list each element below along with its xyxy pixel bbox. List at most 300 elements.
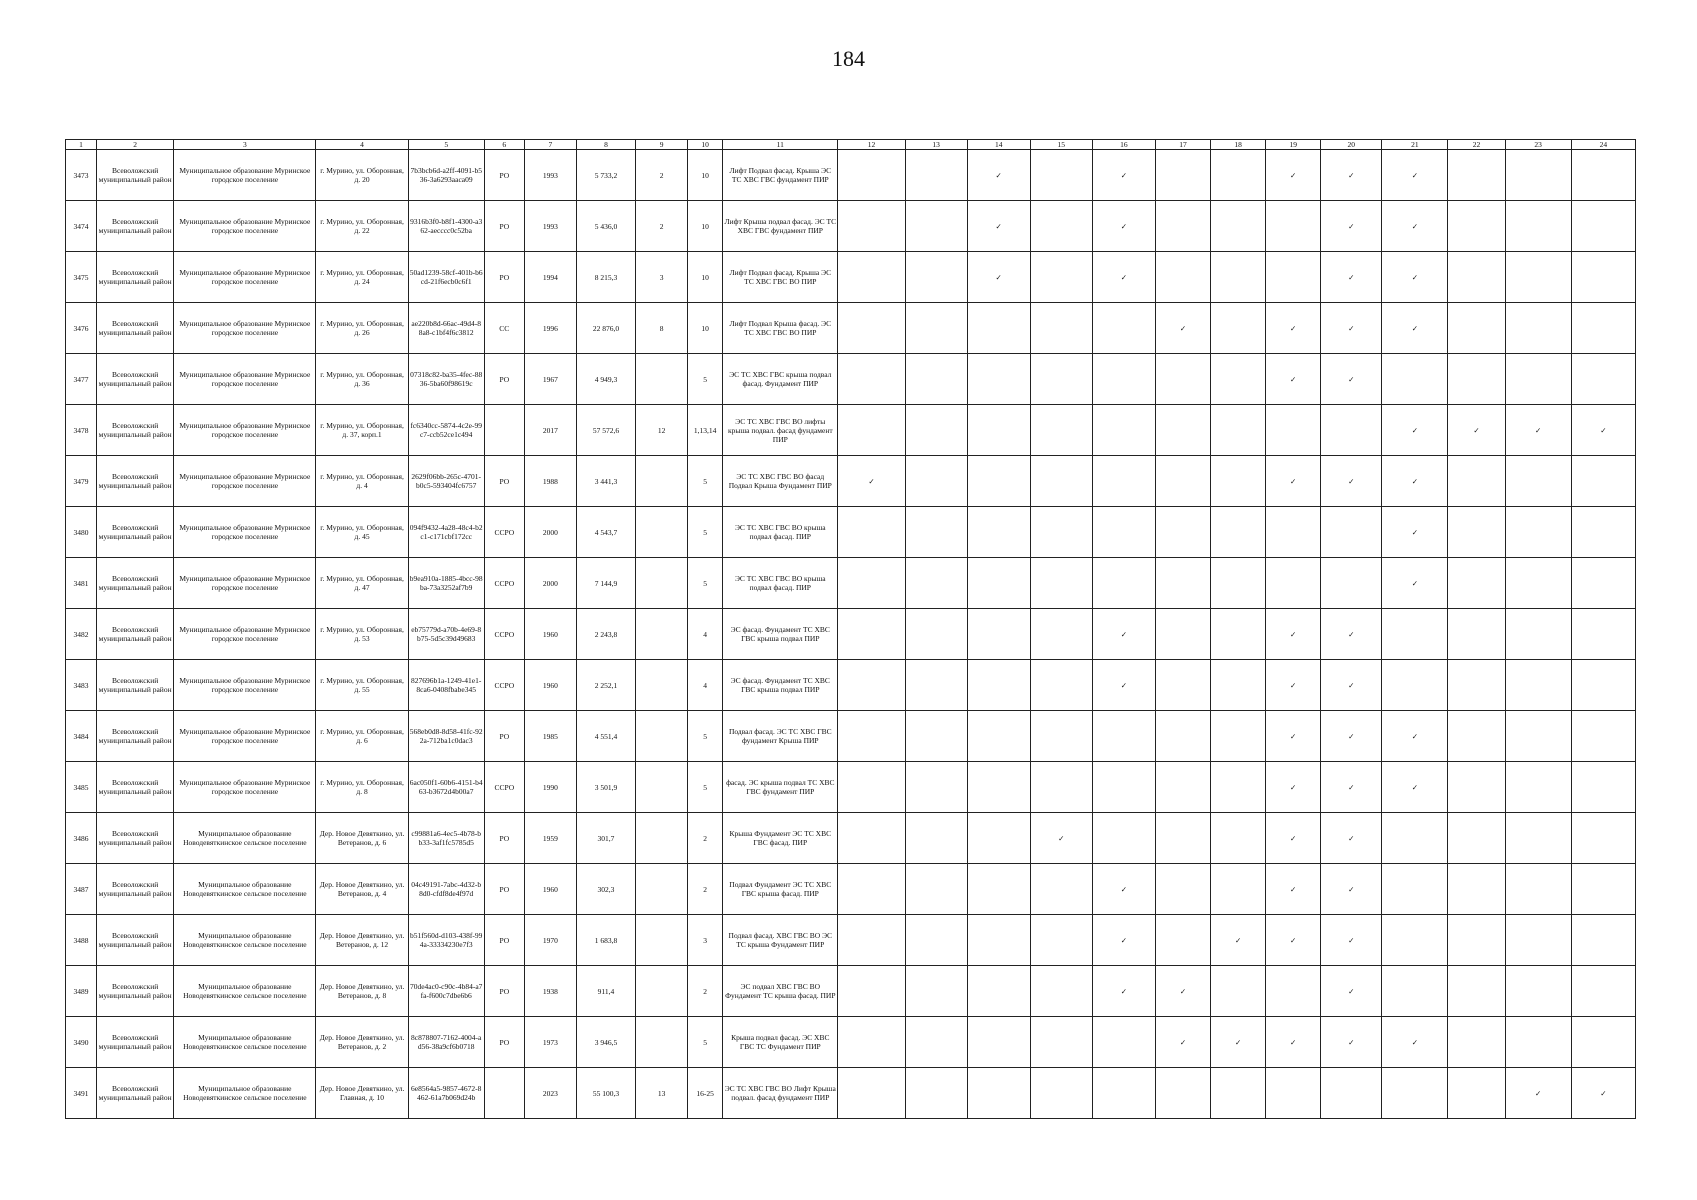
- address-cell: Дер. Новое Девяткино, ул. Ветеранов, д. 6: [316, 813, 408, 864]
- empty-cell: [1571, 558, 1635, 609]
- year-cell: 1993: [524, 201, 576, 252]
- column-number-13: 13: [905, 140, 967, 150]
- row-number: 3485: [66, 762, 97, 813]
- check-mark-icon: ✓: [1321, 354, 1382, 405]
- floors-cell: 5: [688, 762, 723, 813]
- empty-cell: [1155, 558, 1210, 609]
- empty-cell: [1155, 507, 1210, 558]
- row-number: 3473: [66, 150, 97, 201]
- empty-cell: [838, 1017, 905, 1068]
- year-cell: 1993: [524, 150, 576, 201]
- check-mark-icon: ✓: [1448, 405, 1505, 456]
- address-cell: г. Мурино, ул. Оборонная, д. 22: [316, 201, 408, 252]
- check-mark-icon: ✓: [1382, 456, 1448, 507]
- column-number-8: 8: [576, 140, 635, 150]
- table-row: [66, 711, 1636, 762]
- empty-cell: [1211, 303, 1266, 354]
- address-cell: г. Мурино, ул. Оборонная, д. 26: [316, 303, 408, 354]
- municipality-cell: Муниципальное образование Муринское городское поселение: [174, 252, 316, 303]
- table-body: [66, 150, 1636, 1119]
- address-cell: г. Мурино, ул. Оборонная, д. 55: [316, 660, 408, 711]
- empty-cell: [1571, 711, 1635, 762]
- empty-cell: [1505, 864, 1571, 915]
- entrances-cell: 12: [636, 405, 688, 456]
- empty-cell: [1505, 966, 1571, 1017]
- floors-cell: 1,13,14: [688, 405, 723, 456]
- works-cell: Подвал фасад. ХВС ГВС ВО ЭС ТС крыша Фундамент ПИР: [723, 915, 838, 966]
- district-cell: Всеволожский муниципальный район: [97, 864, 174, 915]
- check-mark-icon: ✓: [1092, 150, 1155, 201]
- table-row: [66, 864, 1636, 915]
- works-cell: Крыша подвал фасад. ЭС ХВС ГВС ТС Фундамент ПИР: [723, 1017, 838, 1068]
- empty-cell: [967, 609, 1030, 660]
- address-cell: г. Мурино, ул. Оборонная, д. 6: [316, 711, 408, 762]
- ownership-type-cell: ССРО: [484, 762, 524, 813]
- empty-cell: [1211, 711, 1266, 762]
- row-number: 3484: [66, 711, 97, 762]
- column-number-19: 19: [1266, 140, 1321, 150]
- check-mark-icon: ✓: [1266, 864, 1321, 915]
- empty-cell: [1448, 609, 1505, 660]
- table-row: [66, 813, 1636, 864]
- works-cell: ЭС фасад. Фундамент ТС ХВС ГВС крыша подвал ПИР: [723, 609, 838, 660]
- area-cell: 302,3: [576, 864, 635, 915]
- district-cell: Всеволожский муниципальный район: [97, 252, 174, 303]
- table-row: [66, 507, 1636, 558]
- works-cell: ЭС ТС ХВС ГВС ВО фасад Подвал Крыша Фундамент ПИР: [723, 456, 838, 507]
- district-cell: Всеволожский муниципальный район: [97, 558, 174, 609]
- table-row: [66, 1017, 1636, 1068]
- table-row: [66, 558, 1636, 609]
- floors-cell: 4: [688, 609, 723, 660]
- empty-cell: [1266, 507, 1321, 558]
- entrances-cell: 2: [636, 150, 688, 201]
- address-cell: г. Мурино, ул. Оборонная, д. 37, корп.1: [316, 405, 408, 456]
- guid-cell: 568eb0d8-8d58-41fc-922a-712ba1c0dac3: [408, 711, 484, 762]
- empty-cell: [1382, 915, 1448, 966]
- empty-cell: [1448, 354, 1505, 405]
- area-cell: 1 683,8: [576, 915, 635, 966]
- district-cell: Всеволожский муниципальный район: [97, 609, 174, 660]
- empty-cell: [1211, 507, 1266, 558]
- area-cell: 301,7: [576, 813, 635, 864]
- works-cell: ЭС ТС ХВС ГВС ВО Лифт Крыша подвал. фасад фундамент ПИР: [723, 1068, 838, 1119]
- district-cell: Всеволожский муниципальный район: [97, 966, 174, 1017]
- row-number: 3486: [66, 813, 97, 864]
- floors-cell: 4: [688, 660, 723, 711]
- row-number: 3477: [66, 354, 97, 405]
- empty-cell: [1155, 915, 1210, 966]
- empty-cell: [1571, 915, 1635, 966]
- column-number-4: 4: [316, 140, 408, 150]
- district-cell: Всеволожский муниципальный район: [97, 660, 174, 711]
- empty-cell: [967, 813, 1030, 864]
- check-mark-icon: ✓: [1092, 201, 1155, 252]
- empty-cell: [1266, 405, 1321, 456]
- ownership-type-cell: РО: [484, 915, 524, 966]
- empty-cell: [1448, 711, 1505, 762]
- empty-cell: [905, 1017, 967, 1068]
- column-number-17: 17: [1155, 140, 1210, 150]
- year-cell: 2023: [524, 1068, 576, 1119]
- year-cell: 2000: [524, 507, 576, 558]
- empty-cell: [1266, 558, 1321, 609]
- empty-cell: [1448, 1068, 1505, 1119]
- area-cell: 57 572,6: [576, 405, 635, 456]
- municipality-cell: Муниципальное образование Новодевяткинское сельское поселение: [174, 864, 316, 915]
- entrances-cell: 13: [636, 1068, 688, 1119]
- check-mark-icon: ✓: [1321, 966, 1382, 1017]
- municipality-cell: Муниципальное образование Новодевяткинское сельское поселение: [174, 966, 316, 1017]
- check-mark-icon: ✓: [1321, 711, 1382, 762]
- area-cell: 3 501,9: [576, 762, 635, 813]
- empty-cell: [1448, 558, 1505, 609]
- floors-cell: 10: [688, 150, 723, 201]
- table-row: [66, 966, 1636, 1017]
- empty-cell: [1155, 1068, 1210, 1119]
- empty-cell: [1155, 711, 1210, 762]
- empty-cell: [1211, 660, 1266, 711]
- area-cell: 3 946,5: [576, 1017, 635, 1068]
- area-cell: 4 543,7: [576, 507, 635, 558]
- empty-cell: [1030, 354, 1092, 405]
- entrances-cell: [636, 507, 688, 558]
- empty-cell: [1505, 201, 1571, 252]
- area-cell: 5 436,0: [576, 201, 635, 252]
- table-row: [66, 354, 1636, 405]
- column-number-16: 16: [1092, 140, 1155, 150]
- column-number-14: 14: [967, 140, 1030, 150]
- empty-cell: [967, 1068, 1030, 1119]
- row-number: 3490: [66, 1017, 97, 1068]
- empty-cell: [905, 864, 967, 915]
- empty-cell: [1571, 813, 1635, 864]
- check-mark-icon: ✓: [1382, 150, 1448, 201]
- ownership-type-cell: ССРО: [484, 660, 524, 711]
- empty-cell: [1505, 609, 1571, 660]
- ownership-type-cell: [484, 1068, 524, 1119]
- check-mark-icon: ✓: [1266, 711, 1321, 762]
- row-number: 3479: [66, 456, 97, 507]
- address-cell: г. Мурино, ул. Оборонная, д. 20: [316, 150, 408, 201]
- column-number-24: 24: [1571, 140, 1635, 150]
- year-cell: 1994: [524, 252, 576, 303]
- table-row: [66, 303, 1636, 354]
- entrances-cell: [636, 609, 688, 660]
- empty-cell: [1505, 507, 1571, 558]
- empty-cell: [1030, 201, 1092, 252]
- ownership-type-cell: РО: [484, 813, 524, 864]
- check-mark-icon: ✓: [1155, 303, 1210, 354]
- table-row: [66, 915, 1636, 966]
- municipality-cell: Муниципальное образование Муринское городское поселение: [174, 456, 316, 507]
- empty-cell: [967, 456, 1030, 507]
- ownership-type-cell: РО: [484, 354, 524, 405]
- empty-cell: [1321, 558, 1382, 609]
- empty-cell: [1382, 966, 1448, 1017]
- empty-cell: [1382, 813, 1448, 864]
- guid-cell: c99881a6-4ec5-4b78-bb33-3af1fc5785d5: [408, 813, 484, 864]
- check-mark-icon: ✓: [1092, 609, 1155, 660]
- empty-cell: [1448, 660, 1505, 711]
- works-cell: Подвал Фундамент ЭС ТС ХВС ГВС крыша фасад. ПИР: [723, 864, 838, 915]
- empty-cell: [905, 966, 967, 1017]
- empty-cell: [1030, 303, 1092, 354]
- guid-cell: 8c878807-7162-4004-ad56-38a9cf6b0718: [408, 1017, 484, 1068]
- table-row: [66, 660, 1636, 711]
- entrances-cell: [636, 915, 688, 966]
- empty-cell: [1448, 813, 1505, 864]
- check-mark-icon: ✓: [1266, 915, 1321, 966]
- empty-cell: [1092, 762, 1155, 813]
- guid-cell: 6e8564a5-9857-4672-8462-61a7b069d24b: [408, 1068, 484, 1119]
- column-number-1: 1: [66, 140, 97, 150]
- check-mark-icon: ✓: [1571, 405, 1635, 456]
- year-cell: 1973: [524, 1017, 576, 1068]
- empty-cell: [1321, 507, 1382, 558]
- guid-cell: 6ac050f1-60b6-4151-b463-b3672d4b00a7: [408, 762, 484, 813]
- empty-cell: [1030, 456, 1092, 507]
- floors-cell: 5: [688, 456, 723, 507]
- empty-cell: [1155, 252, 1210, 303]
- check-mark-icon: ✓: [1092, 252, 1155, 303]
- empty-cell: [1211, 405, 1266, 456]
- ownership-type-cell: ССРО: [484, 609, 524, 660]
- empty-cell: [1448, 150, 1505, 201]
- empty-cell: [838, 252, 905, 303]
- empty-cell: [1266, 252, 1321, 303]
- row-number: 3482: [66, 609, 97, 660]
- empty-cell: [905, 201, 967, 252]
- check-mark-icon: ✓: [1211, 1017, 1266, 1068]
- column-number-18: 18: [1211, 140, 1266, 150]
- column-number-22: 22: [1448, 140, 1505, 150]
- entrances-cell: [636, 864, 688, 915]
- district-cell: Всеволожский муниципальный район: [97, 813, 174, 864]
- area-cell: 911,4: [576, 966, 635, 1017]
- empty-cell: [1092, 507, 1155, 558]
- empty-cell: [1211, 864, 1266, 915]
- empty-cell: [1155, 813, 1210, 864]
- check-mark-icon: ✓: [1092, 966, 1155, 1017]
- empty-cell: [1155, 201, 1210, 252]
- guid-cell: fc6340cc-5874-4c2e-99c7-ccb52ce1c494: [408, 405, 484, 456]
- floors-cell: 2: [688, 813, 723, 864]
- empty-cell: [1211, 1068, 1266, 1119]
- entrances-cell: 8: [636, 303, 688, 354]
- empty-cell: [838, 609, 905, 660]
- empty-cell: [1030, 864, 1092, 915]
- empty-cell: [967, 864, 1030, 915]
- check-mark-icon: ✓: [1321, 252, 1382, 303]
- district-cell: Всеволожский муниципальный район: [97, 303, 174, 354]
- empty-cell: [1211, 966, 1266, 1017]
- empty-cell: [905, 762, 967, 813]
- entrances-cell: [636, 813, 688, 864]
- empty-cell: [967, 1017, 1030, 1068]
- empty-cell: [1092, 405, 1155, 456]
- empty-cell: [1571, 150, 1635, 201]
- check-mark-icon: ✓: [1382, 252, 1448, 303]
- empty-cell: [1382, 609, 1448, 660]
- floors-cell: 2: [688, 966, 723, 1017]
- empty-cell: [838, 150, 905, 201]
- housing-register-table: [65, 139, 1636, 1119]
- check-mark-icon: ✓: [1571, 1068, 1635, 1119]
- empty-cell: [838, 405, 905, 456]
- table-row: [66, 762, 1636, 813]
- row-number: 3487: [66, 864, 97, 915]
- empty-cell: [1321, 405, 1382, 456]
- district-cell: Всеволожский муниципальный район: [97, 507, 174, 558]
- empty-cell: [905, 558, 967, 609]
- empty-cell: [1030, 1068, 1092, 1119]
- works-cell: ЭС фасад. Фундамент ТС ХВС ГВС крыша подвал ПИР: [723, 660, 838, 711]
- empty-cell: [838, 813, 905, 864]
- works-cell: Крыша Фундамент ЭС ТС ХВС ГВС фасад. ПИР: [723, 813, 838, 864]
- works-cell: Лифт Подвал фасад. Крыша ЭС ТС ХВС ГВС фундамент ПИР: [723, 150, 838, 201]
- check-mark-icon: ✓: [1321, 1017, 1382, 1068]
- check-mark-icon: ✓: [1382, 507, 1448, 558]
- check-mark-icon: ✓: [1266, 303, 1321, 354]
- district-cell: Всеволожский муниципальный район: [97, 915, 174, 966]
- check-mark-icon: ✓: [1382, 303, 1448, 354]
- district-cell: Всеволожский муниципальный район: [97, 201, 174, 252]
- address-cell: г. Мурино, ул. Оборонная, д. 24: [316, 252, 408, 303]
- address-cell: Дер. Новое Девяткино, ул. Ветеранов, д. 2: [316, 1017, 408, 1068]
- empty-cell: [967, 660, 1030, 711]
- empty-cell: [1092, 303, 1155, 354]
- empty-cell: [1155, 150, 1210, 201]
- check-mark-icon: ✓: [1266, 1017, 1321, 1068]
- floors-cell: 5: [688, 558, 723, 609]
- empty-cell: [1211, 762, 1266, 813]
- works-cell: Лифт Подвал Крыша фасад. ЭС ТС ХВС ГВС ВО ПИР: [723, 303, 838, 354]
- check-mark-icon: ✓: [1266, 660, 1321, 711]
- empty-cell: [905, 405, 967, 456]
- empty-cell: [1092, 456, 1155, 507]
- empty-cell: [1505, 303, 1571, 354]
- municipality-cell: Муниципальное образование Муринское городское поселение: [174, 558, 316, 609]
- row-number: 3474: [66, 201, 97, 252]
- works-cell: ЭС ТС ХВС ГВС ВО крыша подвал фасад. ПИР: [723, 558, 838, 609]
- empty-cell: [1571, 354, 1635, 405]
- empty-cell: [905, 660, 967, 711]
- ownership-type-cell: ССРО: [484, 507, 524, 558]
- entrances-cell: [636, 1017, 688, 1068]
- guid-cell: 50ad1239-58cf-401b-b6cd-21f6ecb0c6f1: [408, 252, 484, 303]
- works-cell: фасад. ЭС крыша подвал ТС ХВС ГВС фундамент ПИР: [723, 762, 838, 813]
- empty-cell: [905, 303, 967, 354]
- check-mark-icon: ✓: [1155, 1017, 1210, 1068]
- column-number-11: 11: [723, 140, 838, 150]
- empty-cell: [1030, 915, 1092, 966]
- ownership-type-cell: ССРО: [484, 558, 524, 609]
- check-mark-icon: ✓: [1155, 966, 1210, 1017]
- empty-cell: [838, 354, 905, 405]
- empty-cell: [838, 201, 905, 252]
- area-cell: 4 551,4: [576, 711, 635, 762]
- address-cell: Дер. Новое Девяткино, ул. Ветеранов, д. 4: [316, 864, 408, 915]
- empty-cell: [1030, 762, 1092, 813]
- check-mark-icon: ✓: [1321, 762, 1382, 813]
- area-cell: 7 144,9: [576, 558, 635, 609]
- empty-cell: [1448, 303, 1505, 354]
- row-number: 3475: [66, 252, 97, 303]
- empty-cell: [838, 558, 905, 609]
- address-cell: Дер. Новое Девяткино, ул. Главная, д. 10: [316, 1068, 408, 1119]
- check-mark-icon: ✓: [1321, 813, 1382, 864]
- guid-cell: ae220b8d-66ac-49d4-88a8-c1bf4f6c3812: [408, 303, 484, 354]
- address-cell: г. Мурино, ул. Оборонная, д. 36: [316, 354, 408, 405]
- guid-cell: 094f9432-4a28-48c4-b2c1-c171cbf172cc: [408, 507, 484, 558]
- empty-cell: [1448, 507, 1505, 558]
- empty-cell: [905, 711, 967, 762]
- empty-cell: [905, 915, 967, 966]
- district-cell: Всеволожский муниципальный район: [97, 762, 174, 813]
- works-cell: ЭС ТС ХВС ГВС ВО лифты крыша подвал. фасад фундамент ПИР: [723, 405, 838, 456]
- empty-cell: [905, 150, 967, 201]
- empty-cell: [1448, 252, 1505, 303]
- empty-cell: [1505, 711, 1571, 762]
- check-mark-icon: ✓: [1321, 201, 1382, 252]
- year-cell: 2017: [524, 405, 576, 456]
- empty-cell: [1030, 150, 1092, 201]
- table-row: [66, 201, 1636, 252]
- column-number-9: 9: [636, 140, 688, 150]
- empty-cell: [905, 354, 967, 405]
- check-mark-icon: ✓: [1505, 405, 1571, 456]
- address-cell: г. Мурино, ул. Оборонная, д. 47: [316, 558, 408, 609]
- guid-cell: 2629f06bb-265c-4701-b0c5-593404fc6757: [408, 456, 484, 507]
- empty-cell: [1571, 1017, 1635, 1068]
- empty-cell: [1321, 1068, 1382, 1119]
- row-number: 3483: [66, 660, 97, 711]
- empty-cell: [1092, 354, 1155, 405]
- empty-cell: [967, 762, 1030, 813]
- area-cell: 2 252,1: [576, 660, 635, 711]
- municipality-cell: Муниципальное образование Новодевяткинское сельское поселение: [174, 1017, 316, 1068]
- empty-cell: [1155, 762, 1210, 813]
- ownership-type-cell: РО: [484, 1017, 524, 1068]
- municipality-cell: Муниципальное образование Новодевяткинское сельское поселение: [174, 1068, 316, 1119]
- area-cell: 3 441,3: [576, 456, 635, 507]
- area-cell: 22 876,0: [576, 303, 635, 354]
- floors-cell: 5: [688, 1017, 723, 1068]
- check-mark-icon: ✓: [1321, 915, 1382, 966]
- district-cell: Всеволожский муниципальный район: [97, 1068, 174, 1119]
- floors-cell: 3: [688, 915, 723, 966]
- floors-cell: 10: [688, 252, 723, 303]
- empty-cell: [1211, 354, 1266, 405]
- empty-cell: [1448, 915, 1505, 966]
- ownership-type-cell: [484, 405, 524, 456]
- empty-cell: [1571, 303, 1635, 354]
- check-mark-icon: ✓: [1266, 609, 1321, 660]
- year-cell: 1959: [524, 813, 576, 864]
- ownership-type-cell: РО: [484, 201, 524, 252]
- empty-cell: [1505, 1017, 1571, 1068]
- district-cell: Всеволожский муниципальный район: [97, 405, 174, 456]
- empty-cell: [1571, 762, 1635, 813]
- works-cell: Лифт Подвал фасад. Крыша ЭС ТС ХВС ГВС ВО ПИР: [723, 252, 838, 303]
- year-cell: 1960: [524, 864, 576, 915]
- empty-cell: [1266, 201, 1321, 252]
- empty-cell: [1211, 813, 1266, 864]
- column-number-12: 12: [838, 140, 905, 150]
- address-cell: Дер. Новое Девяткино, ул. Ветеранов, д. 12: [316, 915, 408, 966]
- page-number: 184: [832, 46, 865, 71]
